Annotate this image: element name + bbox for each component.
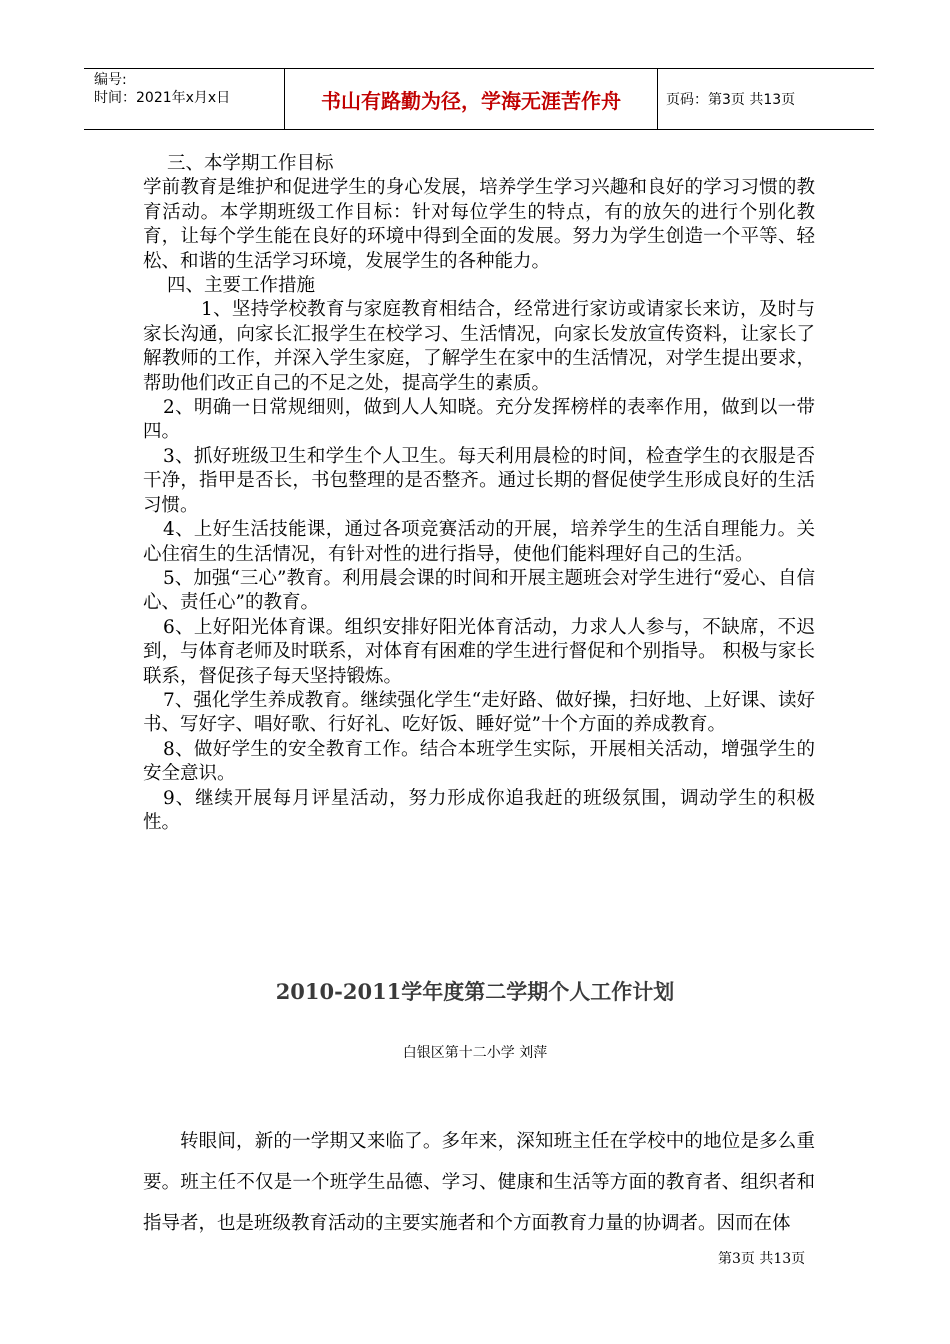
measure-item-4: 4、上好生活技能课，通过各项竞赛活动的开展，培养学生的生活自理能力。关心住宿生的生活情况，有针对性的进行指导，使他们能料理好自己的生活。 — [143, 519, 815, 565]
document-body — [143, 152, 815, 835]
number-label: 编号: — [94, 72, 127, 88]
section-heading-measures: 四、主要工作措施 — [167, 275, 316, 297]
plan-author: 白银区第十二小学 刘萍 — [402, 1045, 548, 1061]
plan-title: 2010-2011学年度第二学期个人工作计划 — [275, 979, 675, 1004]
measure-item-6: 6、上好阳光体育课。组织安排好阳光体育活动，力求人人参与，不缺席，不迟到，与体育老师及时联系，对体育有困难的学生进行督促和个别指导。 积极与家长联系，督促孩子每天坚持锻炼。 — [143, 616, 815, 687]
paragraph-goals: 学前教育是维护和促进学生的身心发展，培养学生学习兴趣和良好的学习习惯的教育活动。本学期班级工作目标：针对每位学生的特点，有的放矢的进行个别化教育，让每个学生能在良好的环境中得到全面的发展。努力为学生创造一个平等、轻松、和谐的生活学习环境，发展学生的各种能力。 — [143, 177, 815, 272]
page-header — [84, 68, 874, 130]
section-heading-goals: 三、本学期工作目标 — [167, 153, 334, 174]
measure-item-3: 3、抓好班级卫生和学生个人卫生。每天利用晨检的时间，检查学生的衣服是否干净，指甲是否长，书包整理的是否整齐。通过长期的督促使学生形成良好的生活习惯。 — [143, 445, 815, 516]
measure-item-9: 9、继续开展每月评星活动，努力形成你追我赶的班级氛围，调动学生的积极性。 — [143, 787, 815, 833]
header-meta — [84, 69, 285, 129]
measure-item-5: 5、加强“三心”教育。利用晨会课的时间和开展主题班会对学生进行“爱心、自信心、责任心”的教育。 — [143, 567, 815, 614]
page-footer: 第3页 共13页 — [718, 1251, 806, 1267]
measure-item-8: 8、做好学生的安全教育工作。结合本班学生实际，开展相关活动，增强学生的安全意识。 — [143, 738, 815, 785]
measure-item-1: 1、坚持学校教育与家庭教育相结合，经常进行家访或请家长来访，及时与家长沟通，向家长汇报学生在校学习、生活情况，向家长发放宣传资料，让家长了解教师的工作，并深入学生家庭，了解学生在家中的生活情况，对学生提出要求，帮助他们改正自己的不足之处，提高学生的素质。 — [143, 299, 815, 394]
plan-intro-paragraph: 转眼间，新的一学期又来临了。多年来，深知班主任在学校中的地位是多么重要。班主任不仅是一个班学生品德、学习、健康和生活等方面的教育者、组织者和指导者，也是班级教育活动的主要实施者和个方面教育力量的协调者。因而在体 — [143, 1131, 815, 1234]
measure-item-2: 2、明确一日常规细则，做到人人知晓。充分发挥榜样的表率作用，做到以一带四。 — [143, 397, 815, 443]
header-motto: 书山有路勤为径，学海无涯苦作舟 — [285, 69, 658, 129]
measure-item-7: 7、强化学生养成教育。继续强化学生“走好路、做好操，扫好地、上好课、读好书、写好字、唱好歌、行好礼、吃好饭、睡好觉”十个方面的养成教育。 — [143, 689, 815, 736]
header-page-info: 页码：第3页 共13页 — [666, 92, 796, 108]
time-label: 时间：2021年x月x日 — [94, 90, 231, 106]
